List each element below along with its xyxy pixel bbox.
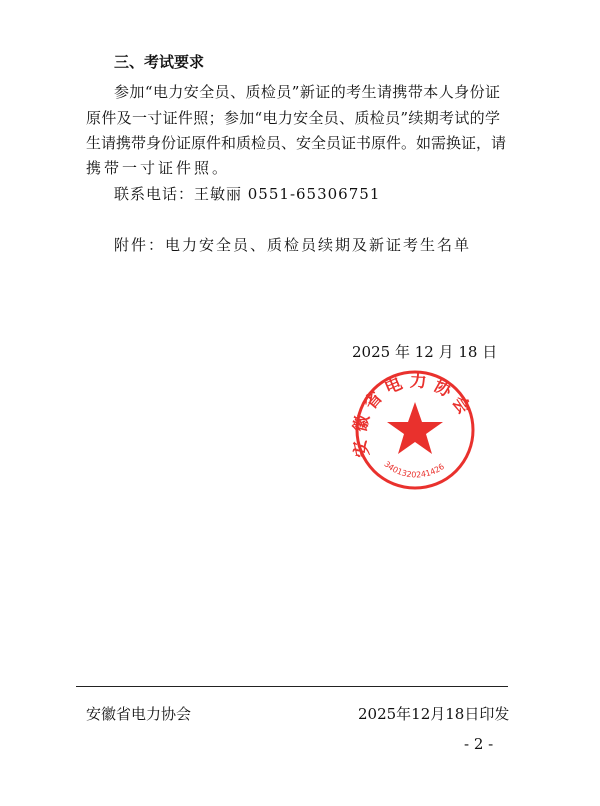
svg-text:安 徽 省 电 力 协 会: 安 徽 省 电 力 协 会 (350, 371, 474, 459)
paragraph-line: 携带一寸证件照。 (86, 159, 231, 177)
footer-print-date: 2025年12月18日印发 (358, 705, 510, 723)
paragraph-line: 生请携带身份证原件和质检员、安全员证书原件。如需换证，请 (86, 134, 507, 152)
signature-date: 2025 年 12 月 18 日 (352, 343, 498, 361)
section-heading: 三、考试要求 (114, 53, 205, 71)
paragraph-line: 参加“电力安全员、质检员”新证的考生请携带本人身份证 (114, 83, 500, 101)
svg-text:3401320241426: 3401320241426 (382, 459, 447, 480)
official-seal (343, 368, 488, 493)
page-number: - 2 - (464, 735, 494, 753)
contact-line: 联系电话：王敏丽 0551-65306751 (114, 185, 381, 203)
attachment-line: 附件：电力安全员、质检员续期及新证考生名单 (114, 236, 472, 254)
footer-issuer: 安徽省电力协会 (86, 705, 192, 723)
footer-divider (76, 686, 508, 687)
paragraph-line: 原件及一寸证件照；参加“电力安全员、质检员”续期考试的学 (86, 109, 500, 127)
